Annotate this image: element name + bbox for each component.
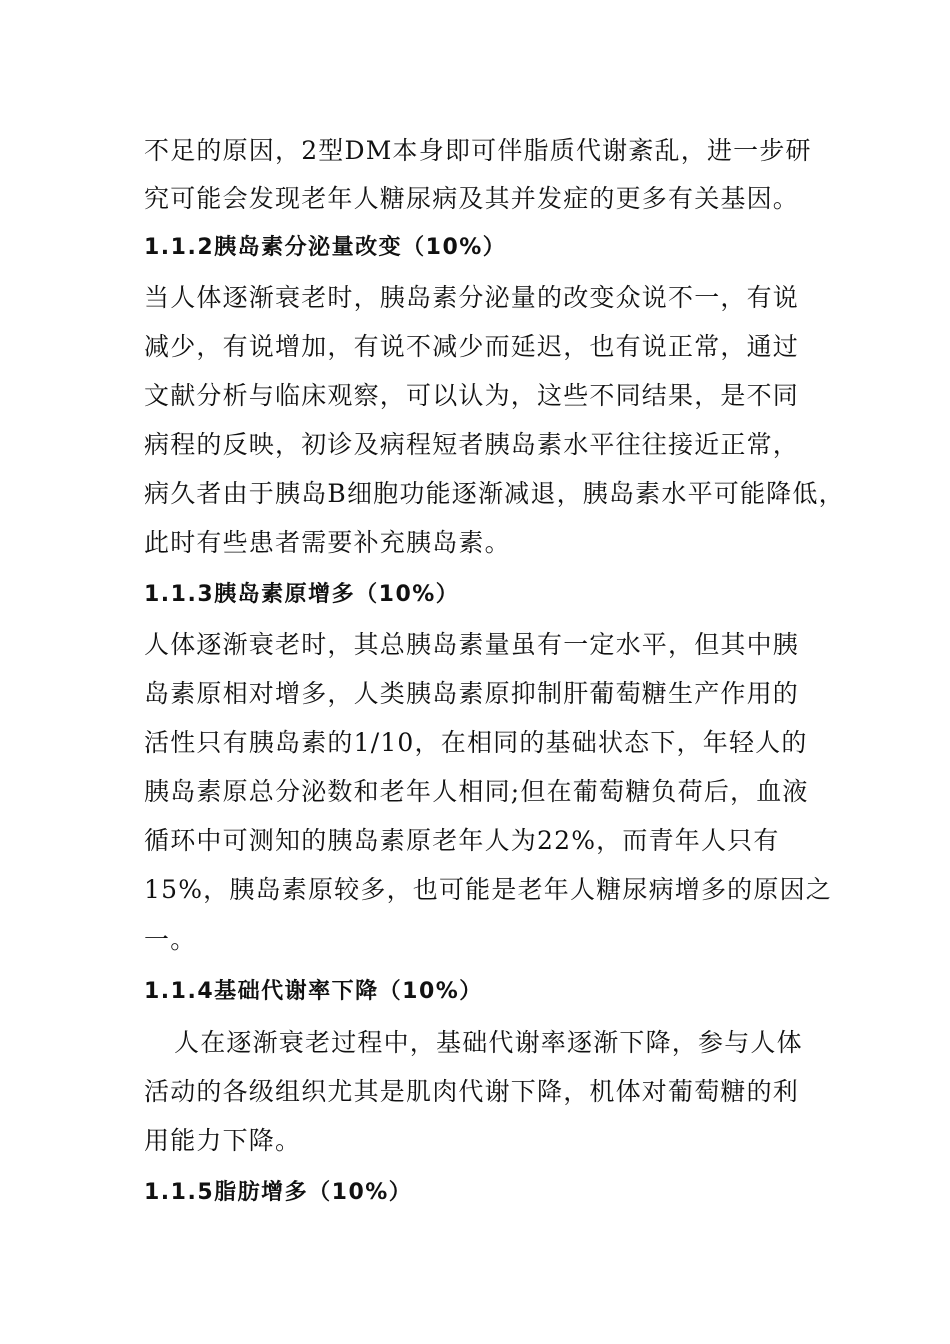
paragraph-line: 15%，胰岛素原较多，也可能是老年人糖尿病增多的原因之 bbox=[144, 875, 832, 904]
paragraph-line: 减少，有说增加，有说不减少而延迟，也有说正常，通过 bbox=[144, 332, 800, 361]
paragraph-line: 用能力下降。 bbox=[144, 1126, 302, 1155]
paragraph-line: 文献分析与临床观察，可以认为，这些不同结果，是不同 bbox=[144, 381, 800, 410]
paragraph-line: 此时有些患者需要补充胰岛素。 bbox=[144, 528, 511, 557]
paragraph-line: 活动的各级组织尤其是肌肉代谢下降，机体对葡萄糖的利 bbox=[144, 1077, 800, 1106]
section-heading-1-1-4: 1.1.4基础代谢率下降（10%） bbox=[144, 979, 483, 1004]
paragraph-line: 人体逐渐衰老时，其总胰岛素量虽有一定水平，但其中胰 bbox=[144, 630, 800, 659]
paragraph-line: 不足的原因，2型DM本身即可伴脂质代谢紊乱，进一步研 bbox=[144, 136, 812, 165]
paragraph-line: 一。 bbox=[144, 925, 197, 954]
section-heading-1-1-3: 1.1.3胰岛素原增多（10%） bbox=[144, 582, 460, 607]
paragraph-line: 病久者由于胰岛B细胞功能逐渐减退，胰岛素水平可能降低， bbox=[144, 479, 845, 508]
paragraph-line: 活性只有胰岛素的1/10，在相同的基础状态下，年轻人的 bbox=[144, 728, 808, 757]
paragraph-line: 当人体逐渐衰老时，胰岛素分泌量的改变众说不一，有说 bbox=[144, 283, 800, 312]
paragraph-line: 岛素原相对增多，人类胰岛素原抑制肝葡萄糖生产作用的 bbox=[144, 679, 800, 708]
section-heading-1-1-2: 1.1.2胰岛素分泌量改变（10%） bbox=[144, 235, 507, 260]
paragraph-line: 究可能会发现老年人糖尿病及其并发症的更多有关基因。 bbox=[144, 184, 800, 213]
section-heading-1-1-5: 1.1.5脂肪增多（10%） bbox=[144, 1180, 413, 1205]
paragraph-line: 循环中可测知的胰岛素原老年人为22%，而青年人只有 bbox=[144, 826, 780, 855]
paragraph-line: 胰岛素原总分泌数和老年人相同;但在葡萄糖负荷后，血液 bbox=[144, 777, 809, 806]
paragraph-line: 人在逐渐衰老过程中，基础代谢率逐渐下降，参与人体 bbox=[174, 1028, 803, 1057]
paragraph-line: 病程的反映，初诊及病程短者胰岛素水平往往接近正常， bbox=[144, 430, 800, 459]
